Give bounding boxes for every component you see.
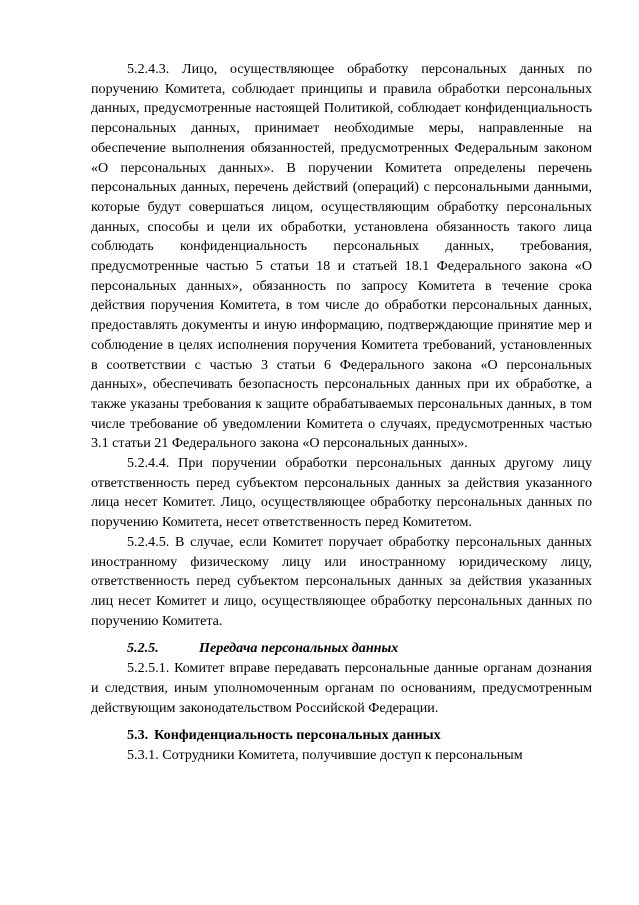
heading-5-2-5-title: Передача персональных данных xyxy=(199,640,399,657)
heading-5-2-5-number: 5.2.5. xyxy=(127,640,159,657)
paragraph-5-2-4-3: 5.2.4.3. Лицо, осуществляющее обработку персональных данных по поручению Комитета, соблюдает принципы и правила обработки персональных данных, предусмотренные настоящей Политикой, соблюдает конфиденциальность персональных данных, принимает необходимые меры, направленные на обеспечение выполнения обязанностей, предусмотренных Федеральным законом «О персональных данных». В поручении Комитета определены перечень персональных данных, перечень действий (операций) с персональными данными, которые будут совершаться лицом, осуществляющим обработку персональных данных, способы и цели их обработки, установлена обязанность такого лица соблюдать конфиденциальность персональных данных, требования, предусмотренные частью 5 статьи 18 и статьей 18.1 Федерального закона «О персональных данных», обязанность по запросу Комитета в течение срока действия поручения Комитета, в том числе до обработки персональных данных, предоставлять документы и иную информацию, подтверждающие принятие мер и соблюдение в целях исполнения поручения Комитета требований, установленных в соответствии с частью 3 статьи 6 Федерального закона «О персональных данных», обеспечивать безопасность персональных данных при их обработке, а также указаны требования к защите обрабатываемых персональных данных, в том числе требование об уведомлении Комитета о случаях, предусмотренных частью 3.1 статьи 21 Федерального закона «О персональных данных». xyxy=(91,61,592,452)
heading-5-2-5 xyxy=(91,639,592,659)
paragraph-5-2-4-5: 5.2.4.5. В случае, если Комитет поручает обработку персональных данных иностранному физическому лицу или иностранному юридическому лицу, ответственность перед субъектом персональных данных за действия указанных лиц несет Комитет и лицо, осуществляющее обработку персональных данных по поручению Комитета. xyxy=(91,533,592,629)
heading-5-3-title: Конфиденциальность персональных данных xyxy=(154,727,441,744)
heading-5-3 xyxy=(91,726,592,746)
paragraph-5-2-5-1: 5.2.5.1. Комитет вправе передавать персональные данные органам дознания и следствия, иным уполномоченным органам по основаниям, предусмотренным действующим законодательством Российской Федерации. xyxy=(91,660,592,716)
paragraph-5-3-1: 5.3.1. Сотрудники Комитета, получившие доступ к персональным xyxy=(127,746,523,763)
document-body xyxy=(91,60,592,766)
heading-5-3-number: 5.3. xyxy=(127,727,149,744)
paragraph-5-2-4-4: 5.2.4.4. При поручении обработки персональных данных другому лицу ответственность перед субъектом персональных данных за действия указанного лица несет Комитет. Лицо, осуществляющее обработку персональных данных по поручению Комитета, несет ответственность перед Комитетом. xyxy=(91,455,592,531)
